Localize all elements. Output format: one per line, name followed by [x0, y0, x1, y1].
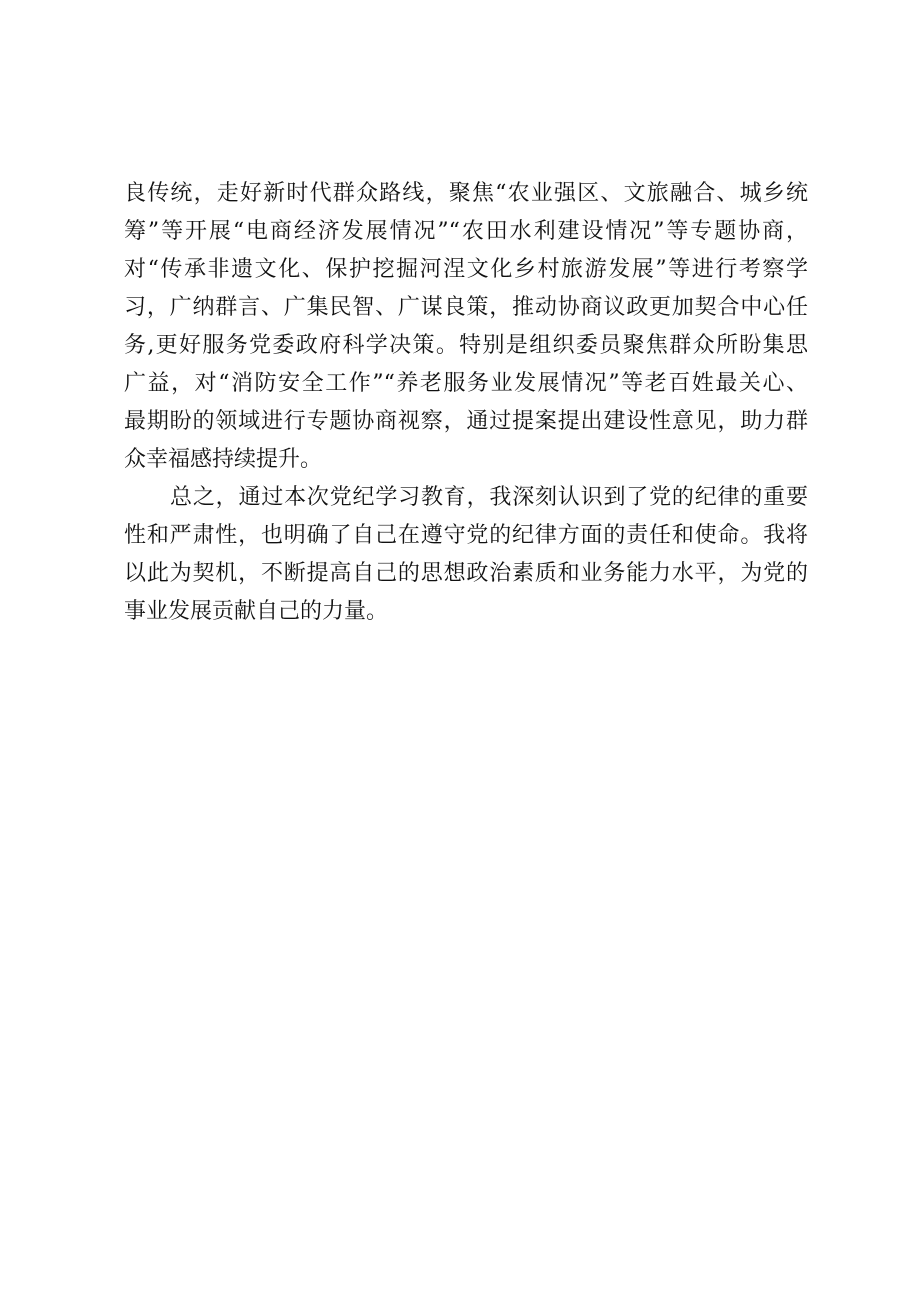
paragraph-line: 以此为契机，不断提高自己的思想政治素质和业务能力水平，为党的	[124, 561, 808, 586]
paragraph-line: 良传统，走好新时代群众路线，聚焦“农业强区、文旅融合、城乡统	[124, 181, 808, 206]
paragraph-1	[124, 175, 808, 479]
paragraph-line: 总之，通过本次党纪学习教育，我深刻认识到了党的纪律的重要	[170, 485, 808, 510]
paragraph-line: 最期盼的领域进行专题协商视察，通过提案提出建设性意见，助力群	[124, 409, 808, 434]
paragraph-line: 习，广纳群言、广集民智、广谋良策，推动协商议政更加契合中心任	[124, 295, 808, 320]
paragraph-line: 对“传承非遗文化、保护挖掘河涅文化乡村旅游发展”等进行考察学	[124, 257, 808, 282]
paragraph-line: 众幸福感持续提升。	[124, 447, 323, 472]
paragraph-line: 事业发展贡献自己的力量。	[124, 599, 389, 624]
document-body	[124, 175, 808, 631]
paragraph-2	[124, 479, 808, 631]
paragraph-line: 广益，对“消防安全工作”“养老服务业发展情况”等老百姓最关心、	[124, 371, 808, 396]
paragraph-line: 性和严肃性，也明确了自己在遵守党的纪律方面的责任和使命。我将	[124, 523, 808, 548]
paragraph-line: 筹”等开展“电商经济发展情况”“农田水利建设情况”等专题协商，	[124, 219, 808, 244]
paragraph-line: 务,更好服务党委政府科学决策。特别是组织委员聚焦群众所盼集思	[124, 333, 808, 358]
